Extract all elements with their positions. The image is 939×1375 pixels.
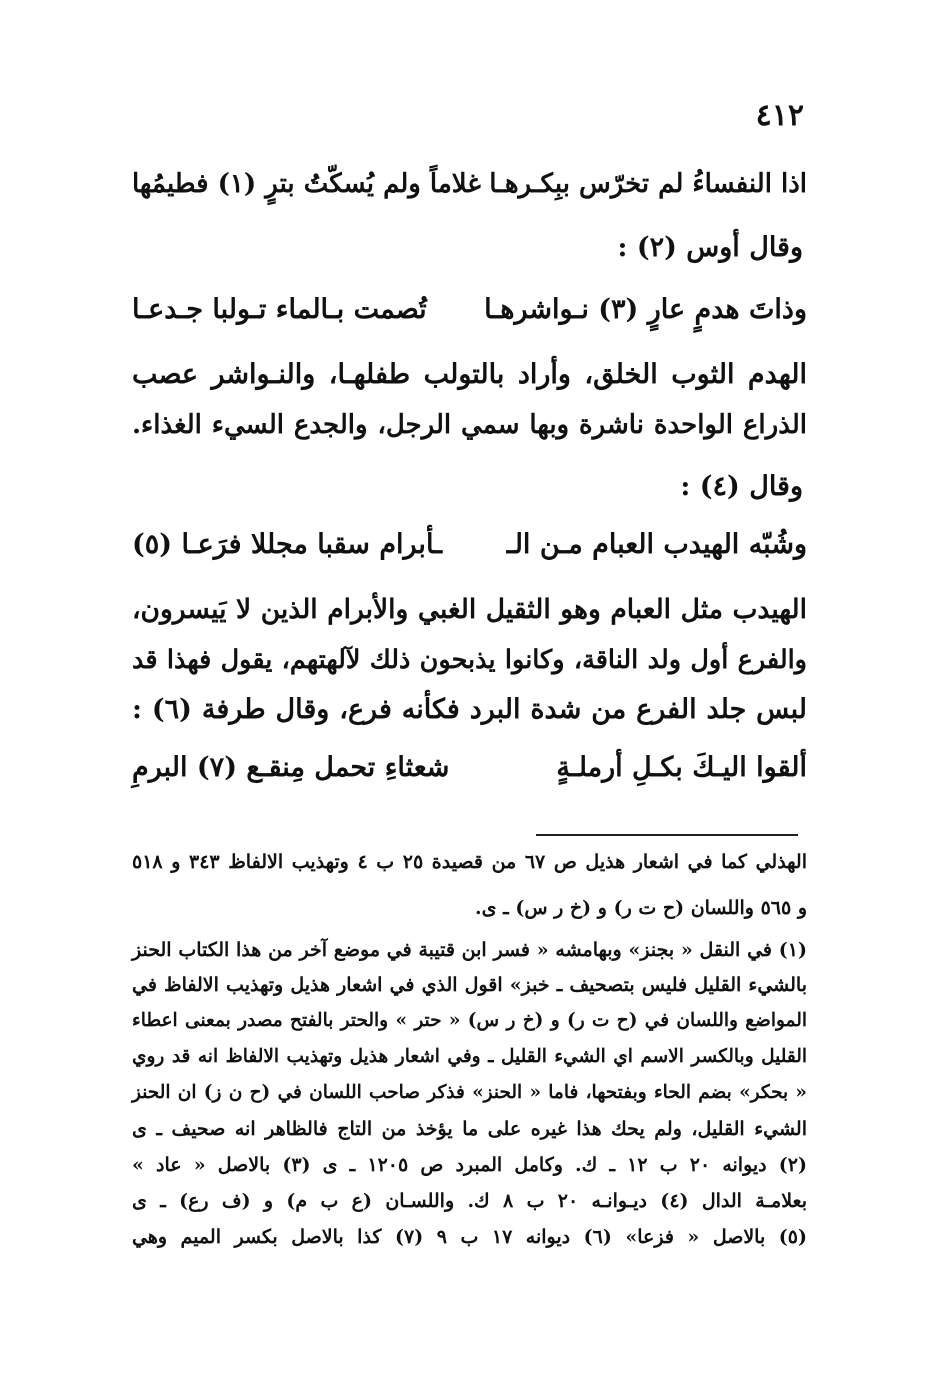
commentary-line: لبس جلد الفرع من شدة البرد فكأنه فرع، وقال طرفة (٦) : [132,694,807,725]
footnote-line: (٥) بالاصل « فزعا» (٦) ديوانه ١٧ ب ٩ (٧) كذا بالاصل بكسر الميم وهي [132,1226,807,1248]
verse-line-1 [132,164,807,204]
footnote-line: الهذلي كما في اشعار هذيل ص ٦٧ من قصيدة ٢٥ ب ٤ وتهذيب الالفاظ ٣٤٣ و ٥١٨ [132,851,807,873]
verse-3-first-hemistich: وشُبّه الهيدب العبام مـن الـ [506,529,807,560]
verse-2-first-hemistich: وذاتَ هدمٍ عارٍ (٣) نـواشرهـا [484,294,807,325]
verse-line-2 [132,290,807,330]
footnote-line: (١) في النقل « بجنز» وبهامشه « فسر ابن قتيبة في موضع آخر من هذا الكتاب الحنز [132,939,807,961]
verse-4-first-hemistich: ألقوا اليـكَ بكـلِ أرملـةٍ [556,752,807,783]
verse-line-4 [132,748,807,788]
commentary-line: الهيدب مثل العبام وهو الثقيل الغبي والأبرام الذين لا يَيسرون، [132,594,807,625]
footnote-line: الشيء القليل، ولم يحك هذا غيره على ما يؤخذ من التاج فالظاهر انه صحيف ـ ى [132,1118,807,1140]
footnote-line: القليل وبالكسر الاسم اي الشيء القليل ـ وفي اشعار هذيل وتهذيب الالفاظ انه قد روي [132,1046,807,1067]
verse-2-second-hemistich: تُصمت بـالماء تـولبا جـدعـا [132,294,427,325]
verse-4-second-hemistich: شعثاءِ تحمل مِنقـع (٧) البرمِ [132,752,450,783]
commentary-line: والفرع أول ولد الناقة، وكانوا يذبحون ذلك لآلهتهم، يقول فهذا قد [132,645,807,675]
footnote-line: « بحكر» بضم الحاء وبفتحها، فاما « الحنز» فذكر صاحب اللسان في (ح ن ز) ان الحنز [132,1082,807,1103]
footnote-line: و ٥٦٥ واللسان (ح ت ر) و (خ ر س) ـ ى. [475,897,807,919]
verse-1-second-hemistich: غلاماً ولم يُسكّتُ بترٍ (١) فطيمُها [132,169,481,199]
footnote-line: بعلامـة الدال (٤) ديـوانـه ٢٠ ب ٨ ك. واللسـان (ع ب م) و (ف رع) ـ ى [132,1190,808,1212]
footnote-line: المواضع واللسان في (ح ت ر) و (خ ر س) « حتر » والحتر بالفتح مصدر بمعنى اعطاء [132,1010,807,1031]
commentary-line: الذراع الواحدة ناشرة وبها سمي الرجل، والجدع السيء الغذاء. [132,410,807,440]
verse-intro: وقال (٤) : [680,471,803,502]
verse-line-3 [132,525,807,565]
verse-intro-aws: وقال أوس (٢) : [617,232,803,263]
page-number: ٤١٢ [755,98,804,133]
footnote-line: بالشيء القليل فليس بتصحيف ـ خبز» اقول الذي في اشعار هذيل وتهذيب الالفاظ في [132,974,807,996]
footnote-line: (٢) ديوانه ٢٠ ب ١٢ ـ ك. وكامل المبرد ص ١٢٠٥ ـ ى (٣) بالاصل « عاد » [132,1154,807,1176]
verse-1-first-hemistich: اذا النفساءُ لم تخرّس ببِكـرهـا [489,169,807,199]
verse-3-second-hemistich: ـأبرام سقبا مجللا فرَعـا (٥) [132,529,443,560]
commentary-line: الهدم الثوب الخلق، وأراد بالتولب طفلهـا، والنـواشر عصب [132,359,807,390]
footnote-divider [536,834,798,836]
